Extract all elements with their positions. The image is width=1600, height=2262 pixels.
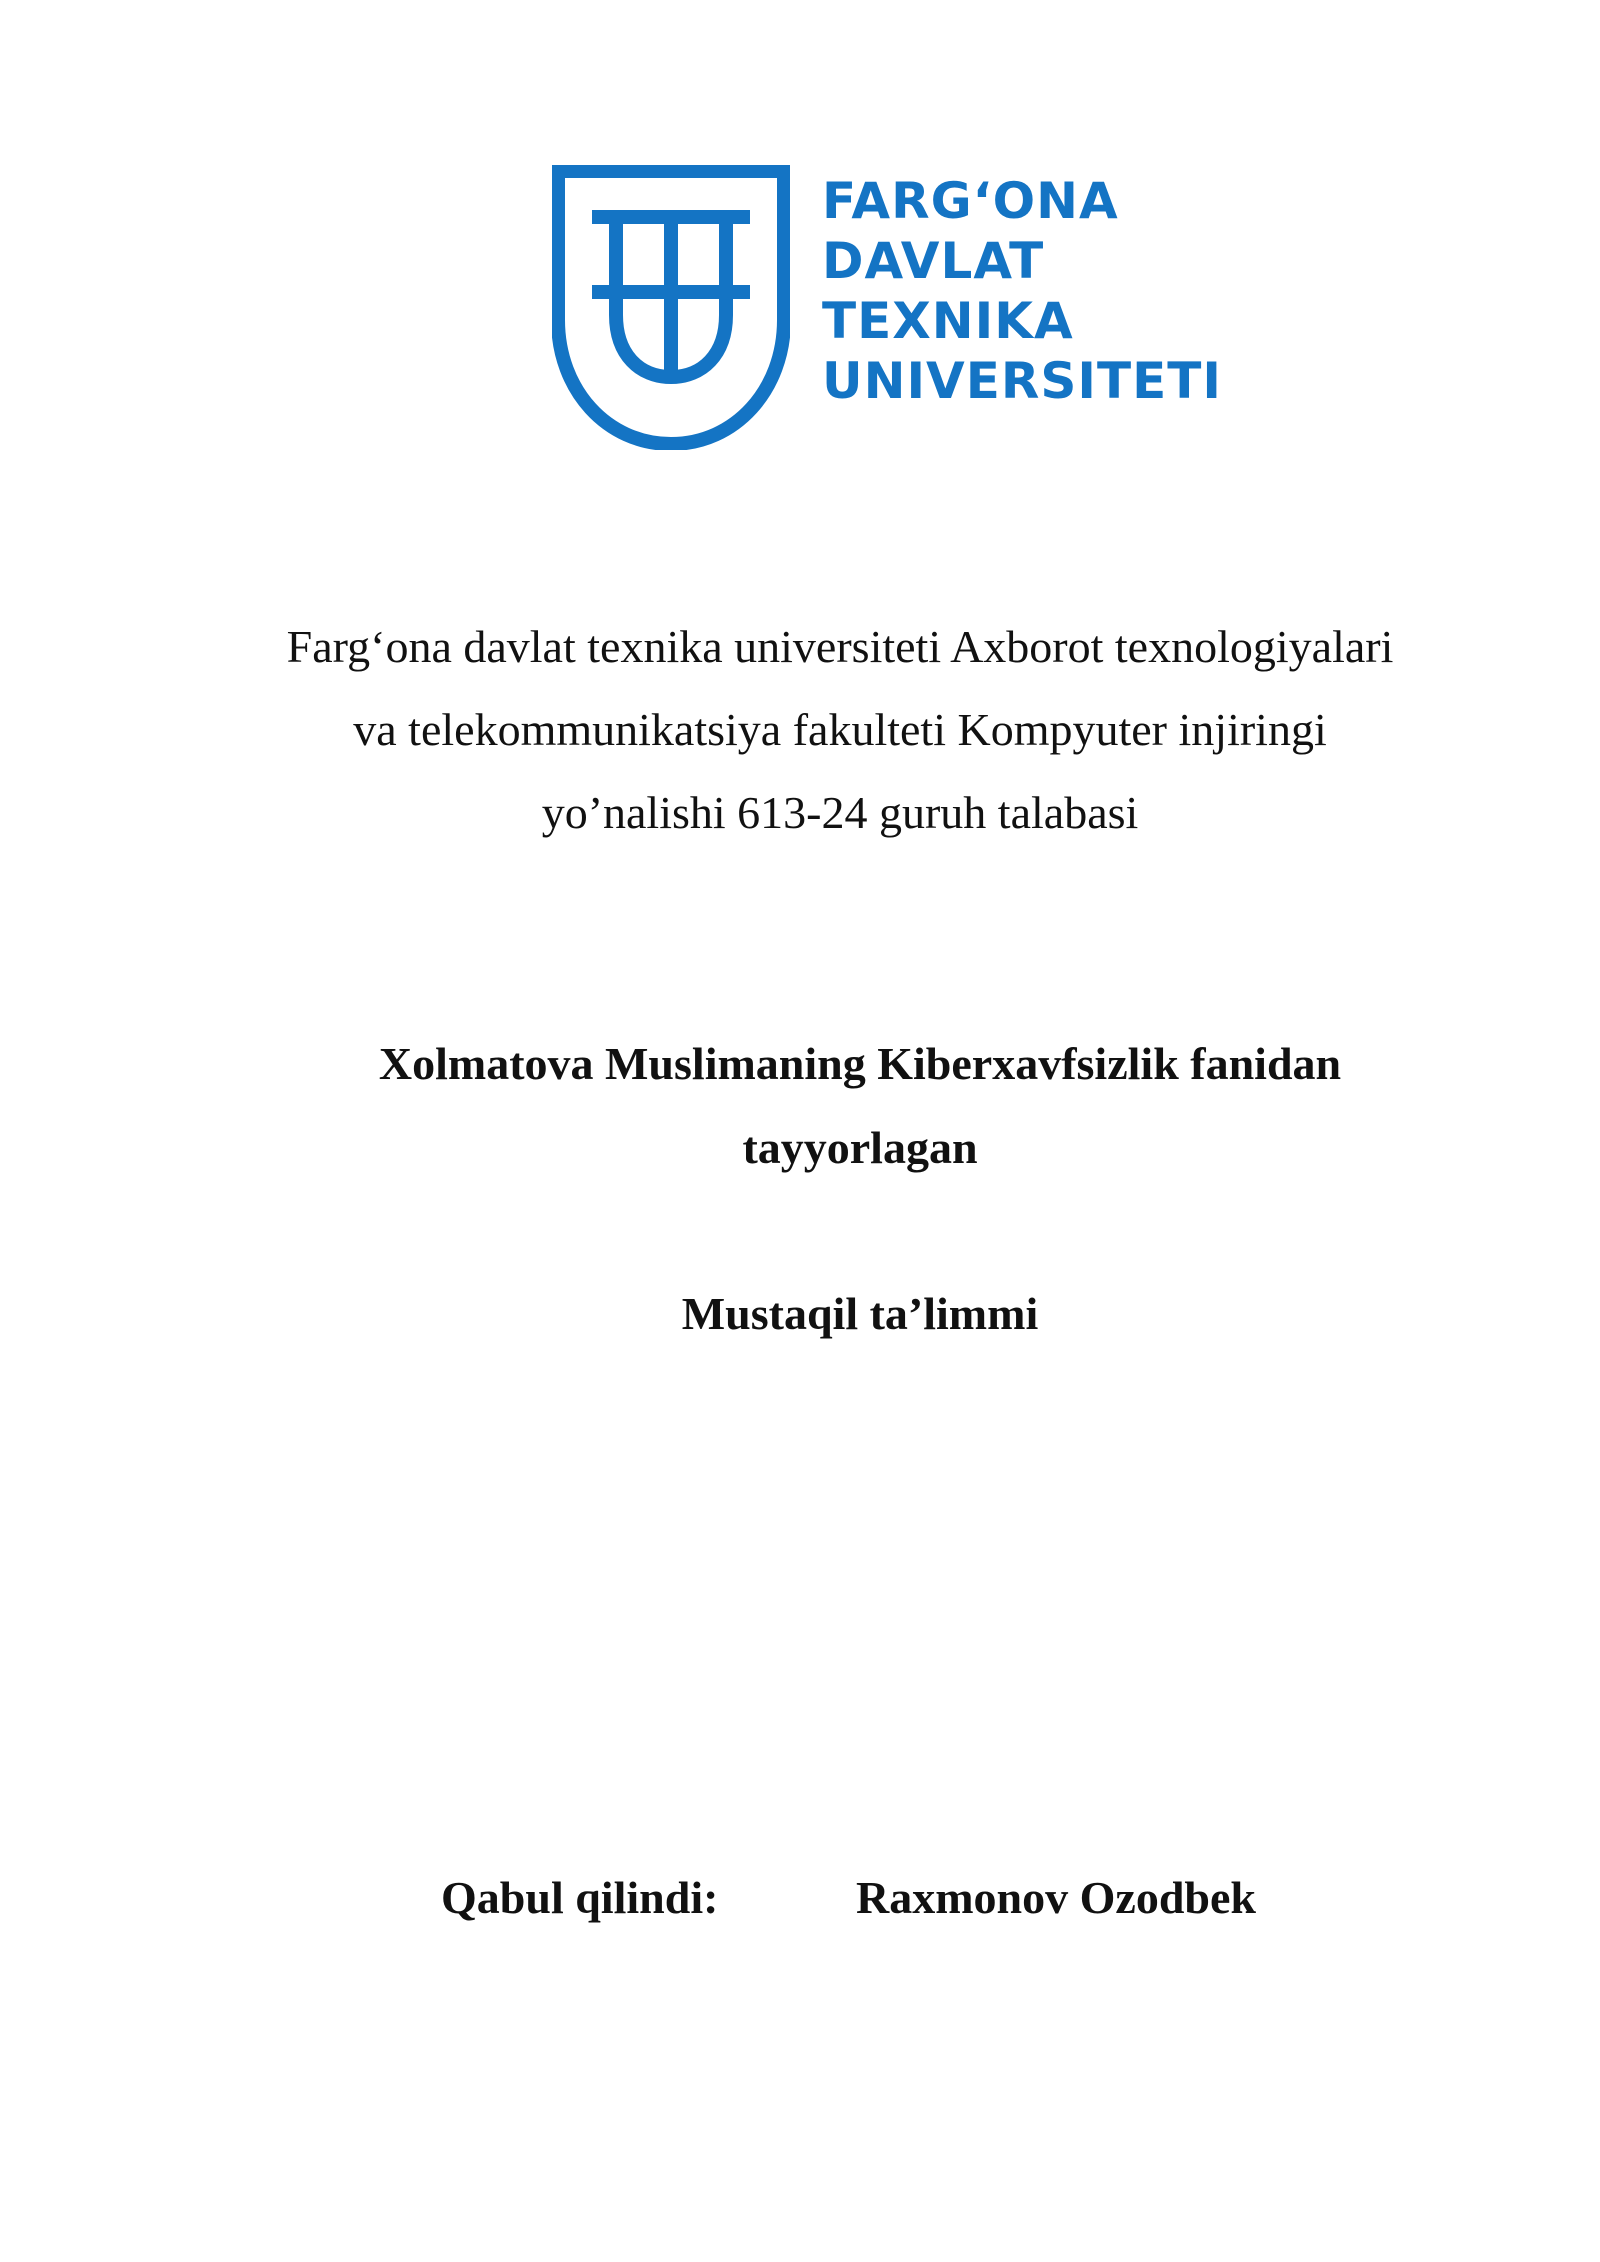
university-shield-emblem-icon: [552, 165, 790, 450]
document-subtitle: Mustaqil ta’limmi: [681, 1288, 1039, 1339]
logo-line-3: TEXNIKA: [822, 292, 1074, 350]
title-line-2: tayyorlagan: [742, 1122, 978, 1173]
logo-line-1: FARG‘ONA: [822, 172, 1119, 230]
university-logo: [552, 165, 1222, 450]
intro-line-2: va telekommunikatsiya fakulteti Kompyuter injiringi: [353, 704, 1327, 755]
acceptance-name: Raxmonov Ozodbek: [856, 1872, 1256, 1923]
intro-paragraph: [160, 605, 1520, 854]
logo-wordmark: [822, 171, 1222, 411]
intro-line-1: Farg‘ona davlat texnika universiteti Axborot texnologiyalari: [286, 621, 1394, 672]
title-line-1: Xolmatova Muslimaning Kiberxavfsizlik fanidan: [378, 1038, 1342, 1089]
acceptance-label: Qabul qilindi:: [441, 1872, 719, 1923]
intro-line-3: yo’nalishi 613-24 guruh talabasi: [541, 787, 1139, 838]
logo-line-2: DAVLAT: [822, 232, 1045, 290]
document-title: [200, 1022, 1520, 1190]
logo-line-4: UNIVERSITETI: [822, 352, 1222, 410]
